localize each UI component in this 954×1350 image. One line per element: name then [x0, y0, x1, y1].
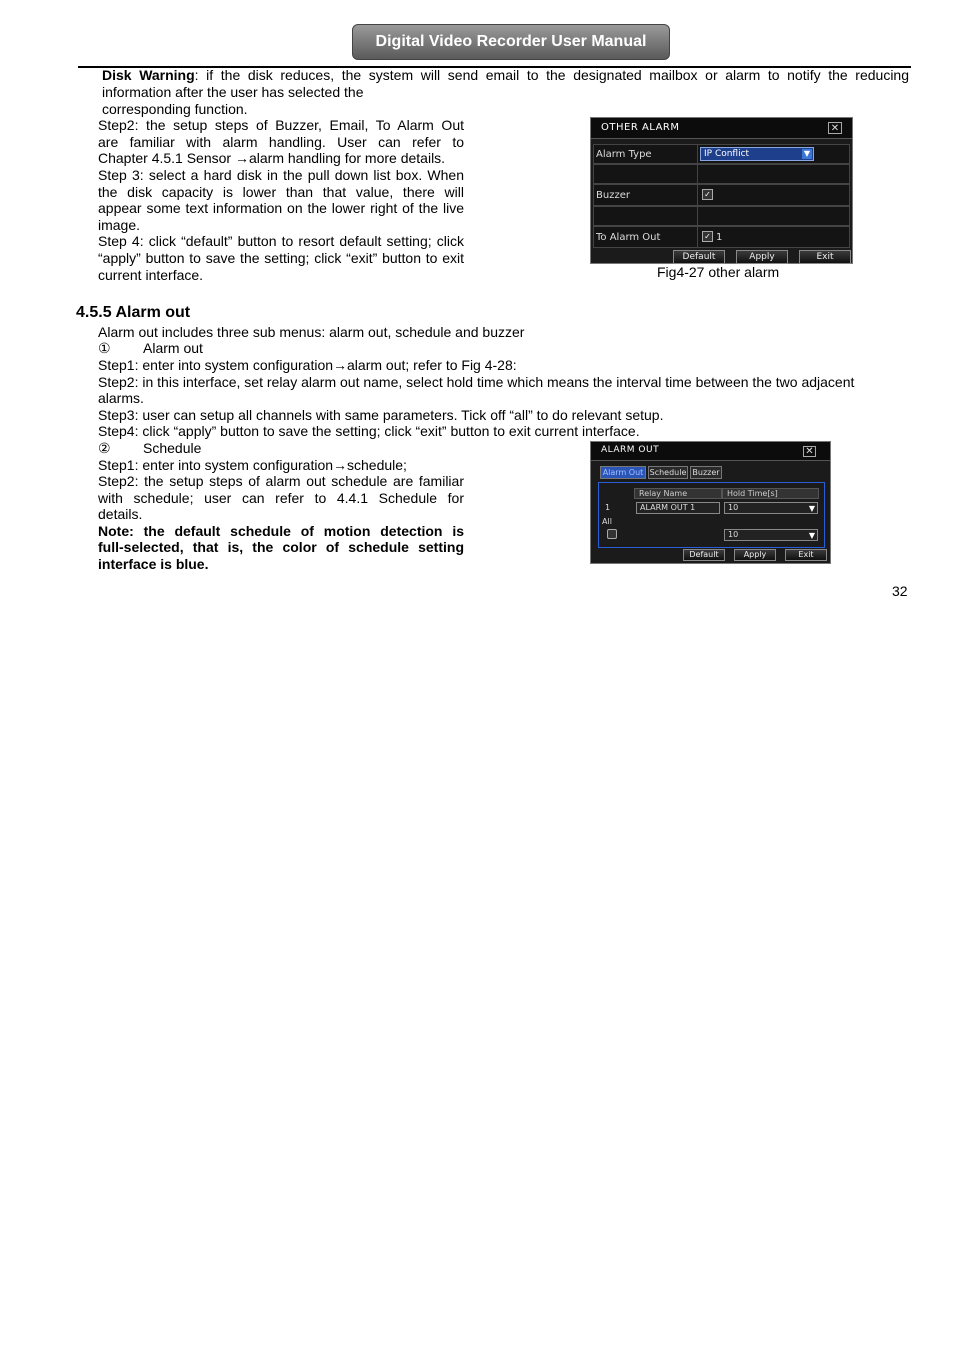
alarm-out-step2-line-1: Step2: in this interface, set relay alarm out name, select hold time which means the interval time between the two adjacent [98, 374, 855, 390]
note-line-1: Note: the default schedule of motion detection is [98, 523, 464, 539]
circled-two-marker: ② [98, 440, 111, 456]
step3-line-1: Step 3: select a hard disk in the pull down list box. When [98, 167, 464, 183]
step4-line-3: current interface. [98, 267, 204, 283]
step4-line-2: “apply” button to save the setting; click “exit” button to exit [98, 250, 464, 266]
to-alarm-out-value: 1 [716, 232, 723, 243]
hold-time-header: Hold Time[s] [722, 488, 819, 499]
alarm-out-step3: Step3: user can setup all channels with same parameters. Tick off “all” to do relevant setup. [98, 407, 664, 423]
other-alarm-title: OTHER ALARM [601, 122, 680, 133]
other-alarm-titlebar [591, 118, 852, 139]
page-number: 32 [892, 583, 908, 599]
chevron-down-icon: ▼ [808, 531, 815, 540]
manual-title: Digital Video Recorder User Manual [375, 33, 647, 50]
schedule-step2-line-2: with schedule; user can refer to 4.4.1 Schedule for [98, 490, 464, 506]
step3-line-4: image. [98, 217, 141, 233]
to-alarm-out-checkbox[interactable]: ✓ [702, 231, 713, 242]
chevron-down-icon: ▼ [803, 149, 811, 158]
schedule-step2-line-1: Step2: the setup steps of alarm out schedule are familiar [98, 473, 464, 489]
tab-schedule[interactable]: Schedule [649, 468, 687, 477]
schedule-step2-line-3: details. [98, 506, 143, 522]
other-alarm-dialog [590, 117, 853, 264]
circled-one-marker: ① [98, 340, 111, 356]
exit-button[interactable]: Exit [799, 250, 851, 264]
figure-caption: Fig4-27 other alarm [657, 264, 780, 280]
disk-warning-line-3: corresponding function. [102, 101, 248, 117]
apply-button[interactable]: Apply [734, 549, 776, 561]
close-icon[interactable]: ✕ [828, 122, 842, 134]
tab-alarm-out[interactable]: Alarm Out [600, 466, 646, 479]
sub-item-alarm-out-label: Alarm out [143, 340, 203, 356]
blank-row-1 [593, 164, 850, 184]
manual-title-badge [352, 24, 670, 60]
alarm-out-titlebar [591, 442, 830, 461]
all-label: All [602, 517, 612, 526]
alarm-out-step4: Step4: click “apply” button to save the setting; click “exit” button to exit current interface. [98, 423, 640, 439]
default-button[interactable]: Default [683, 549, 725, 561]
all-hold-time-select[interactable] [724, 529, 818, 541]
disk-warning-line-1 [102, 67, 909, 83]
step3-line-3: appear some text information on the lower right of the live [98, 200, 464, 216]
alarm-out-dialog [590, 441, 831, 564]
to-alarm-out-label: To Alarm Out [596, 232, 661, 243]
default-button[interactable]: Default [673, 250, 725, 264]
all-hold-time-value: 10 [728, 530, 739, 539]
tab-buzzer[interactable]: Buzzer [690, 466, 722, 479]
section-intro: Alarm out includes three sub menus: alarm out, schedule and buzzer [98, 324, 525, 340]
sub-item-schedule [98, 440, 202, 456]
sub-item-schedule-label: Schedule [143, 440, 202, 456]
alarm-out-step1: Step1: enter into system configuration→alarm out; refer to Fig 4-28: [98, 357, 517, 373]
hold-time-value: 10 [728, 503, 739, 512]
relay-name-header: Relay Name [634, 488, 722, 499]
all-checkbox[interactable] [607, 529, 617, 539]
sub-item-alarm-out [98, 340, 203, 356]
note-line-2: full-selected, that is, the color of schedule setting [98, 539, 464, 555]
schedule-step1: Step1: enter into system configuration→schedule; [98, 457, 407, 473]
chevron-down-icon: ▼ [808, 504, 815, 513]
exit-button[interactable]: Exit [785, 549, 827, 561]
alarm-type-select[interactable] [700, 147, 814, 161]
alarm-type-label: Alarm Type [596, 149, 652, 160]
step3-line-2: the disk capacity is lower than that value, there will [98, 184, 464, 200]
hold-time-select[interactable] [724, 502, 818, 514]
relay-name-input[interactable]: ALARM OUT 1 [636, 502, 720, 514]
step4-line-1: Step 4: click “default” button to resort default setting; click [98, 233, 464, 249]
disk-warning-line-2: information after the user has selected the [102, 84, 364, 100]
blank-row-2 [593, 206, 850, 226]
buzzer-row [593, 184, 850, 206]
apply-button[interactable]: Apply [736, 250, 788, 264]
buzzer-label: Buzzer [596, 190, 630, 201]
step2-line-1: Step2: the setup steps of Buzzer, Email, To Alarm Out [98, 117, 464, 133]
alarm-out-title: ALARM OUT [601, 445, 660, 455]
section-heading: 4.5.5 Alarm out [76, 304, 191, 321]
alarm-type-value: IP Conflict [704, 149, 750, 159]
alarm-out-step2-line-2: alarms. [98, 390, 144, 406]
step2-line-3: Chapter 4.5.1 Sensor →alarm handling for more details. [98, 150, 446, 166]
alarm-type-row [593, 144, 850, 164]
row-index: 1 [605, 503, 611, 512]
to-alarm-out-row [593, 226, 850, 248]
note-line-3: interface is blue. [98, 556, 209, 572]
alarm-out-panel [598, 482, 825, 548]
disk-warning-text: : if the disk reduces, the system will send email to the designated mailbox or alarm to notify the reducing [194, 67, 910, 83]
buzzer-checkbox[interactable]: ✓ [702, 189, 713, 200]
close-icon[interactable]: ✕ [803, 446, 816, 457]
disk-warning-label: Disk Warning [102, 67, 195, 83]
step2-line-2: are familiar with alarm handling. User can refer to [98, 134, 464, 150]
